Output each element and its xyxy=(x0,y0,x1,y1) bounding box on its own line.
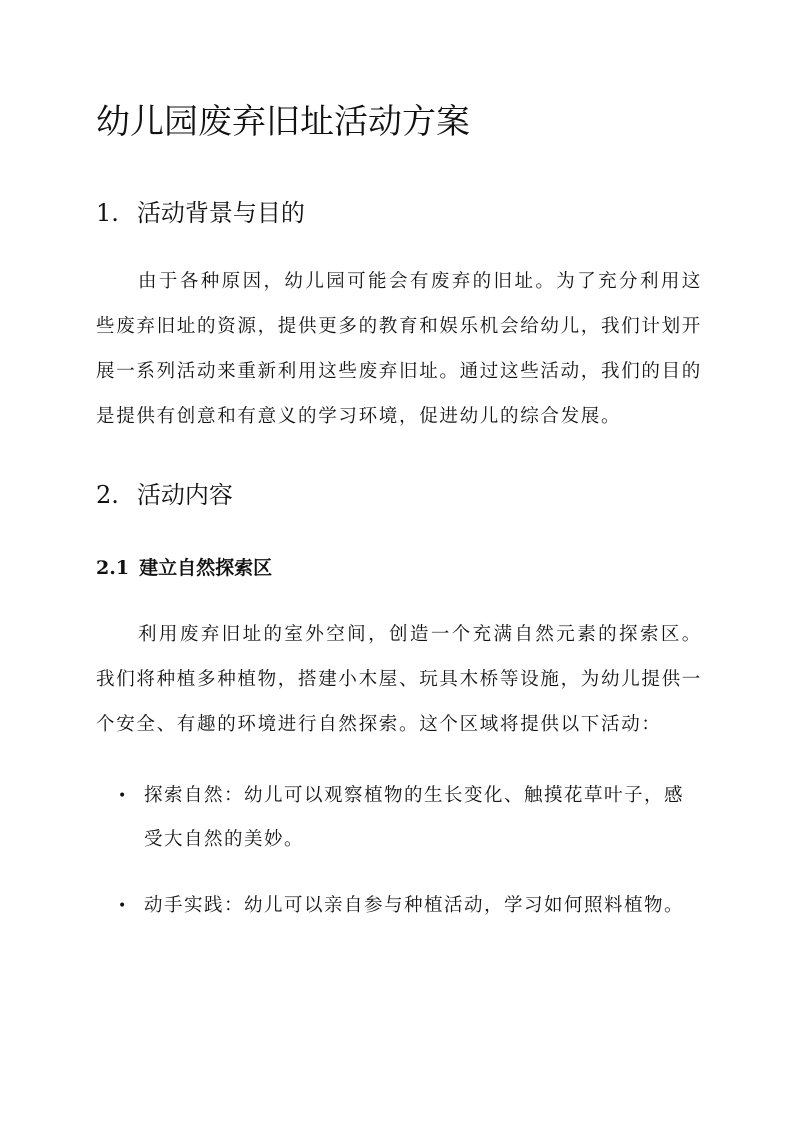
list-item xyxy=(118,884,692,928)
section-heading-text: 活动背景与目的 xyxy=(136,199,305,227)
subsection-heading-text: 建立自然探索区 xyxy=(139,557,273,579)
section-heading-content xyxy=(96,478,716,512)
background-paragraph: 由于各种原因，幼儿园可能会有废弃的旧址。为了充分利用这些废弃旧址的资源，提供更多的教育和娱乐机会给幼儿，我们计划开展一系列活动来重新利用这些废弃旧址。通过这些活动，我们的目的是提供有创意和有意义的学习环境，促进幼儿的综合发展。 xyxy=(96,271,703,427)
list-item-text: 探索自然：幼儿可以观察植物的生长变化、触摸花草叶子，感受大自然的美妙。 xyxy=(144,785,685,850)
section-number: 2. xyxy=(96,481,119,509)
section-heading-text: 活动内容 xyxy=(136,481,233,509)
list-item xyxy=(118,774,692,862)
document-title: 幼儿园废弃旧址活动方案 xyxy=(96,102,470,142)
list-item-text: 动手实践：幼儿可以亲自参与种植活动，学习如何照料植物。 xyxy=(144,895,685,916)
section-number: 1. xyxy=(96,199,119,227)
subsection-heading-nature-area xyxy=(96,554,716,582)
nature-area-paragraph: 利用废弃旧址的室外空间，创造一个充满自然元素的探索区。我们将种植多种植物，搭建小木屋、玩具木桥等设施，为幼儿提供一个安全、有趣的环境进行自然探索。这个区域将提供以下活动： xyxy=(96,624,703,735)
section-heading-background xyxy=(96,196,716,230)
subsection-number: 2.1 xyxy=(96,557,130,579)
bullet-icon: • xyxy=(118,788,128,804)
bullet-icon: • xyxy=(118,898,128,914)
